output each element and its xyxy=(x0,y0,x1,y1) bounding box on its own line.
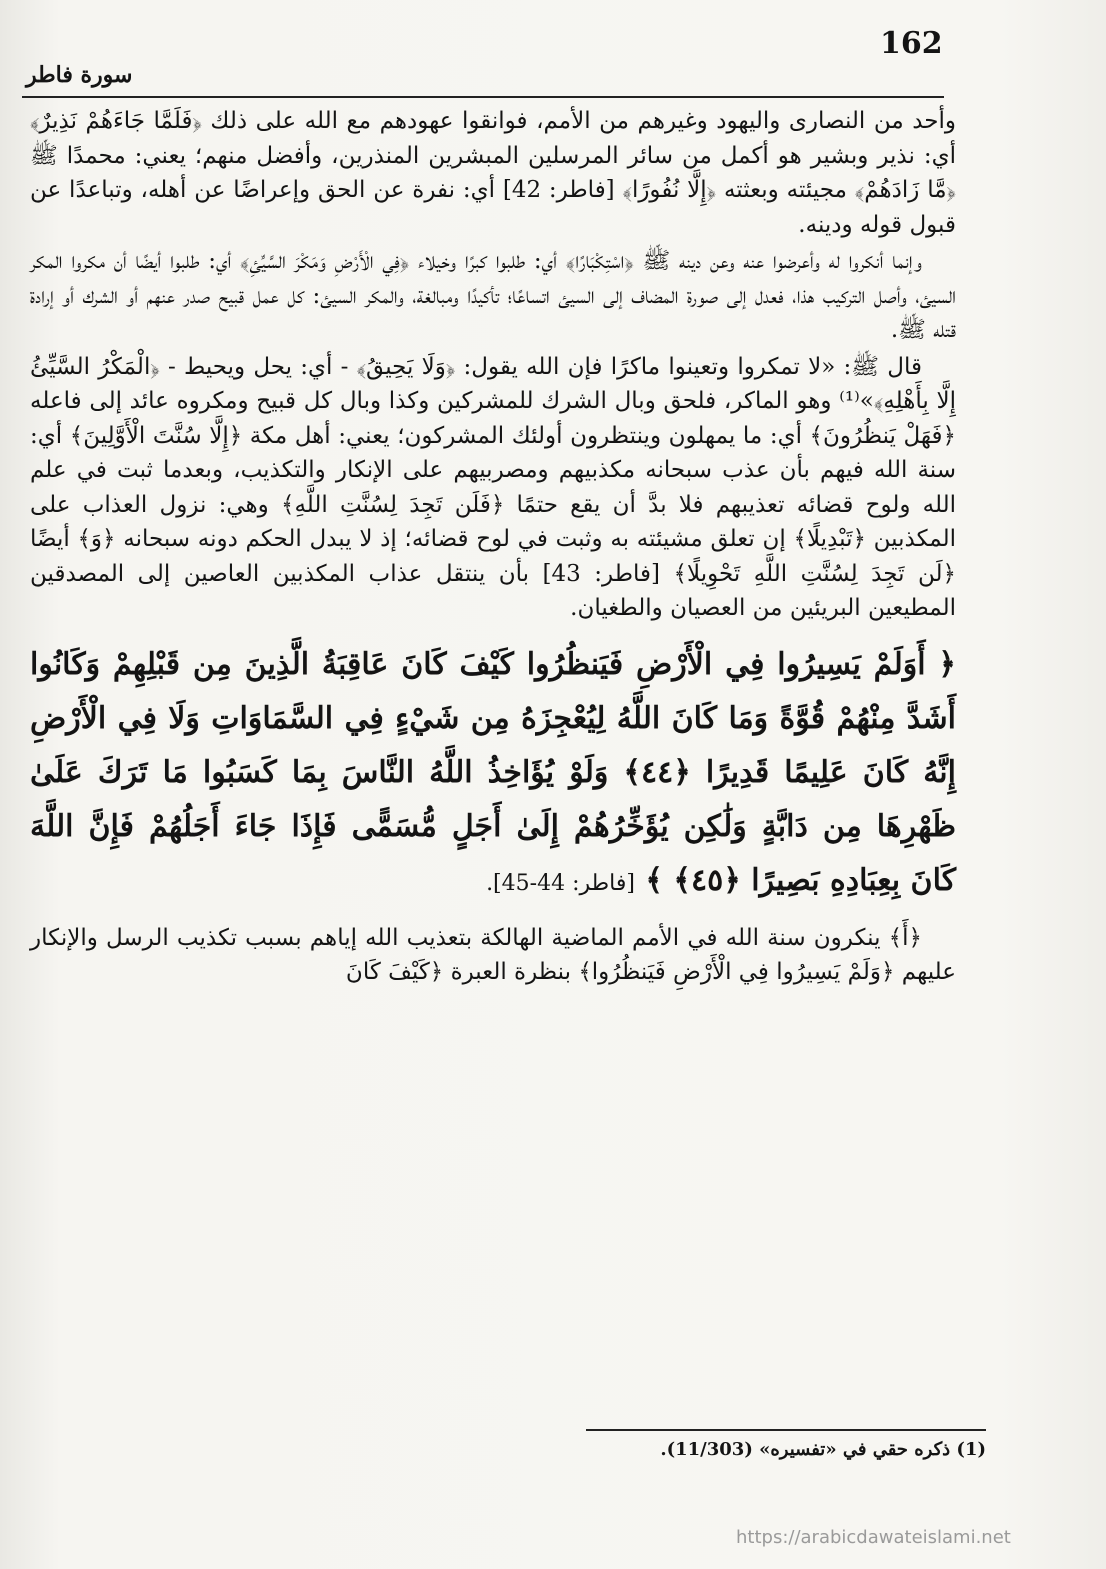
running-header-surah: سورة فاطر xyxy=(26,62,133,88)
quran-verse-block xyxy=(30,638,956,911)
quran-verse-text: ﴿ أَوَلَمْ يَسِيرُوا فِي الْأَرْضِ فَيَنظُرُوا كَيْفَ كَانَ عَاقِبَةُ الَّذِينَ مِن قَبْلِهِمْ وَكَانُوا أَشَدَّ مِنْهُمْ قُوَّةً وَمَا كَانَ اللَّهُ لِيُعْجِزَهُ مِن شَيْءٍ فِي السَّمَاوَاتِ وَلَا فِي الْأَرْضِ إِنَّهُ كَانَ عَلِيمًا قَدِيرًا ﴿٤٤﴾ وَلَوْ يُؤَاخِذُ اللَّهُ النَّاسَ بِمَا كَسَبُوا مَا تَرَكَ عَلَىٰ ظَهْرِهَا مِن دَابَّةٍ وَلَٰكِن يُؤَخِّرُهُمْ إِلَىٰ أَجَلٍ مُّسَمًّى فَإِذَا جَاءَ أَجَلُهُمْ فَإِنَّ اللَّهَ كَانَ بِعِبَادِهِ بَصِيرًا ﴿٤٥﴾ ﴾ xyxy=(30,646,956,898)
paragraph: قال ﷺ: «لا تمكروا وتعينوا ماكرًا فإن الله يقول: ﴿وَلَا يَحِيقُ﴾ - أي: يحل ويحيط - ﴿الْمَكْرُ السَّيِّئُ إِلَّا بِأَهْلِهِ﴾»⁽¹⁾ وهو الماكر، فلحق وبال الشرك للمشركين وكذا وبال كل قبيح ومكروه عائد إلى فاعله ﴿فَهَلْ يَنظُرُونَ﴾ أي: ما يمهلون وينتظرون أولئك المشركون؛ يعني: أهل مكة ﴿إِلَّا سُنَّتَ الْأَوَّلِينَ﴾ أي: سنة الله فيهم بأن عذب سبحانه مكذبيهم ومصربيهم على الإنكار والتكذيب، وبعدما ثبت في علم الله ولوح قضائه تعذيبهم فلا بدَّ أن يقع حتمًا ﴿فَلَن تَجِدَ لِسُنَّتِ اللَّهِ﴾ وهي: نزول العذاب على المكذبين ﴿تَبْدِيلًا﴾ إن تعلق مشيئته به وثبت في لوح قضائه؛ إذ لا يبدل الحكم دونه سبحانه ﴿وَ﴾ أيضًا ﴿لَن تَجِدَ لِسُنَّتِ اللَّهِ تَحْوِيلًا﴾ [فاطر: 43] بأن ينتقل عذاب المكذبين العاصين إلى المصدقين المطيعين البريئين من العصيان والطغيان. xyxy=(30,353,956,621)
footnote: (1) ذكره حقي في «تفسيره» (11/303). xyxy=(660,1439,986,1460)
footnote-divider xyxy=(586,1429,986,1431)
paragraph: وأحد من النصارى واليهود وغيرهم من الأمم، فوانقوا عهودهم مع الله على ذلك ﴿فَلَمَّا جَاءَهُمْ نَذِيرٌ﴾ أي: نذير وبشير هو أكمل من سائر المرسلين المبشرين المنذرين، وأفضل منهم؛ يعني: محمدًا ﷺ ﴿مَّا زَادَهُمْ﴾ مجيئته وبعثته ﴿إِلَّا نُفُورًا﴾ [فاطر: 42] أي: نفرة عن الحق وإعراضًا عن أهله، وتباعدًا عن قبول قوله ودينه. xyxy=(30,108,956,238)
page-number: 162 xyxy=(880,26,943,61)
header-divider xyxy=(22,96,944,98)
paragraph: وإنما أنكروا له وأعرضوا عنه وعن دينه ﷺ ﴿اسْتِكْبَارًا﴾ أي: طلبوا كبرًا وخيلاء ﴿فِي الْأَرْضِ وَمَكْرَ السَّيِّئِ﴾ أي: طلبوا أيضًا أن مكروا المكر السيئ، وأصل التركيب هذا، فعدل إلى صورة المضاف إلى السيئ اتساعًا؛ تأكيدًا ومبالغة، والمكر السيئ: كل عمل قبيح صدر عنهم أو الشرك أو إرادة قتله ﷺ. xyxy=(30,248,956,343)
body-text xyxy=(30,104,956,992)
paragraph: ﴿أَ﴾ ينكرون سنة الله في الأمم الماضية الهالكة بتعذيب الله إياهم بسبب تكذيب الرسل والإنكار عليهم ﴿وَلَمْ يَسِيرُوا فِي الْأَرْضِ فَيَنظُرُوا﴾ بنظرة العبرة ﴿كَيْفَ كَانَ xyxy=(30,924,956,985)
verse-reference: [فاطر: 44-45]. xyxy=(486,870,635,896)
watermark-url: https://arabicdawateislami.net xyxy=(736,1527,1011,1548)
